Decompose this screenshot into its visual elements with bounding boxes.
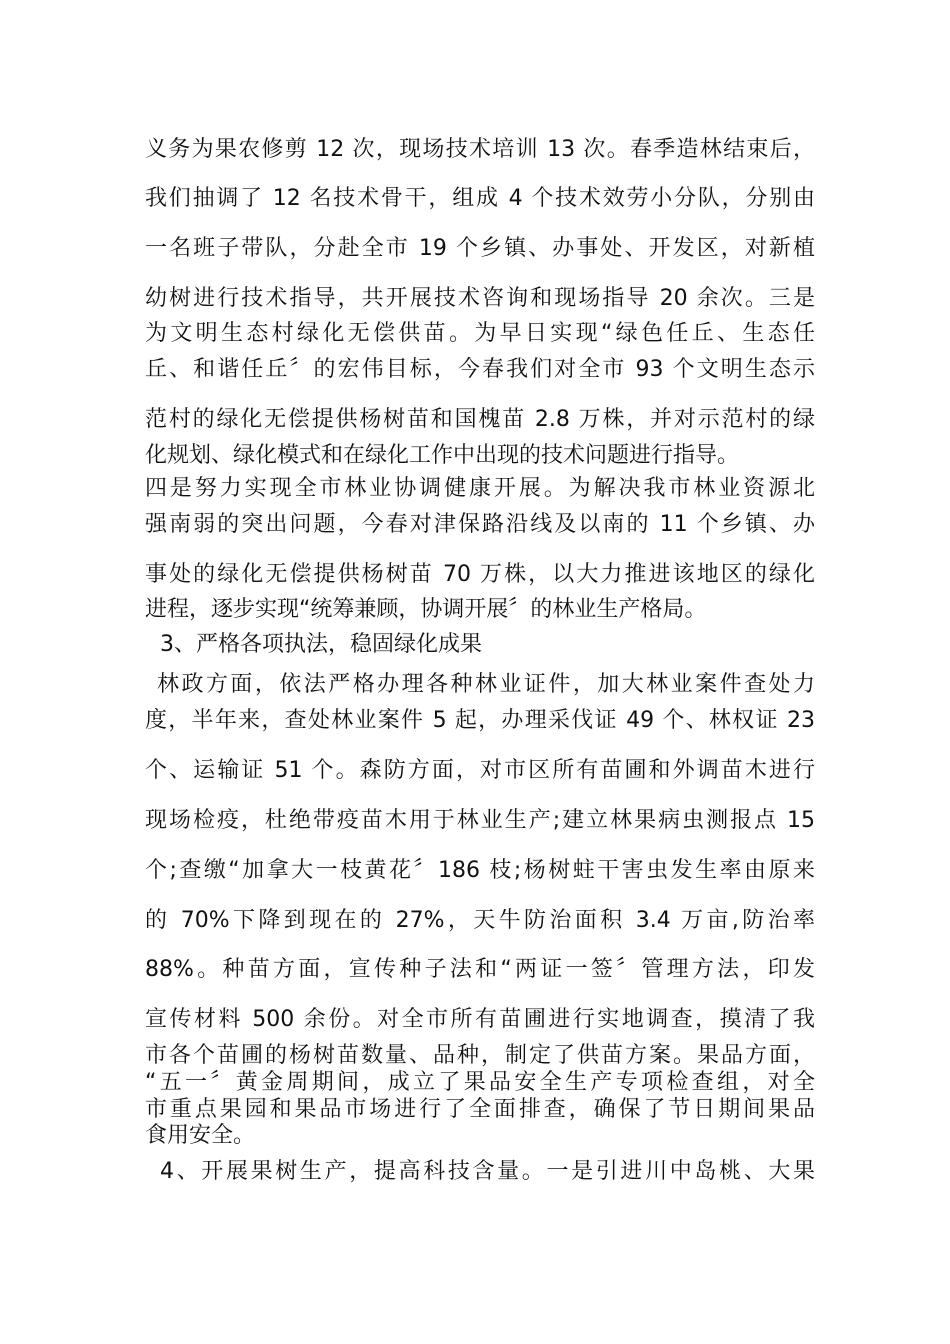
body-line: 个、运输证 51 个。森防方面，对市区所有苗圃和外调苗木进行 (145, 758, 815, 783)
body-line: 事处的绿化无偿提供杨树苗 70 万株，以大力推进该地区的绿化 (145, 562, 815, 587)
body-line: 市各个苗圃的杨树苗数量、品种，制定了供苗方案。果品方面， (145, 1043, 815, 1068)
body-line: 范村的绿化无偿提供杨树苗和国槐苗 2.8 万株，并对示范村的绿 (145, 407, 815, 432)
body-line: 四是努力实现全市林业协调健康开展。为解决我市林业资源北 (145, 476, 815, 501)
body-line: “五一〞黄金周期间，成立了果品安全生产专项检查组，对全 (145, 1070, 815, 1095)
section-heading: 4、开展果树生产，提高科技含量。一是引进川中岛桃、大果 (160, 1159, 815, 1184)
body-line: 化规划、绿化模式和在绿化工作中出现的技术问题进行指导。 (145, 443, 740, 468)
body-line: 丘、和谐任丘〞的宏伟目标，今春我们对全市 93 个文明生态示 (145, 357, 815, 382)
body-line: 的 70%下降到现在的 27%，天牛防治面积 3.4 万亩,防治率 (145, 908, 815, 933)
body-line: 现场检疫，杜绝带疫苗木用于林业生产;建立林果病虫测报点 15 (145, 808, 815, 833)
body-line: 市重点果园和果品市场进行了全面排查，确保了节日期间果品 (145, 1097, 815, 1122)
body-line: 为文明生态村绿化无偿供苗。为早日实现“绿色任丘、生态任 (145, 321, 815, 346)
body-line: 一名班子带队，分赴全市 19 个乡镇、办事处、开发区，对新植 (145, 236, 815, 261)
body-line: 个;查缴“加拿大一枝黄花〞186 枝;杨树蛀干害虫发生率由原来 (145, 858, 815, 883)
body-line: 我们抽调了 12 名技术骨干，组成 4 个技术效劳小分队，分别由 (145, 186, 815, 211)
body-line: 义务为果农修剪 12 次，现场技术培训 13 次。春季造林结束后， (145, 137, 815, 162)
body-line: 幼树进行技术指导，共开展技术咨询和现场指导 20 余次。三是 (145, 286, 815, 311)
section-heading: 3、严格各项执法，稳固绿化成果 (160, 632, 482, 657)
body-line: 强南弱的突出问题，今春对津保路沿线及以南的 11 个乡镇、办 (145, 512, 815, 537)
body-line: 宣传材料 500 余份。对全市所有苗圃进行实地调查，摸清了我 (145, 1007, 815, 1032)
body-line: 食用安全。 (145, 1123, 256, 1148)
body-line: 进程，逐步实现“统筹兼顾，协调开展〞的林业生产格局。 (145, 597, 707, 622)
body-line: 林政方面，依法严格办理各种林业证件，加大林业案件查处力 (157, 672, 815, 697)
body-line: 88%。种苗方面，宣传种子法和“两证一签〞管理方法，印发 (145, 957, 815, 982)
body-line: 度，半年来，查处林业案件 5 起，办理采伐证 49 个、林权证 23 (145, 708, 815, 733)
